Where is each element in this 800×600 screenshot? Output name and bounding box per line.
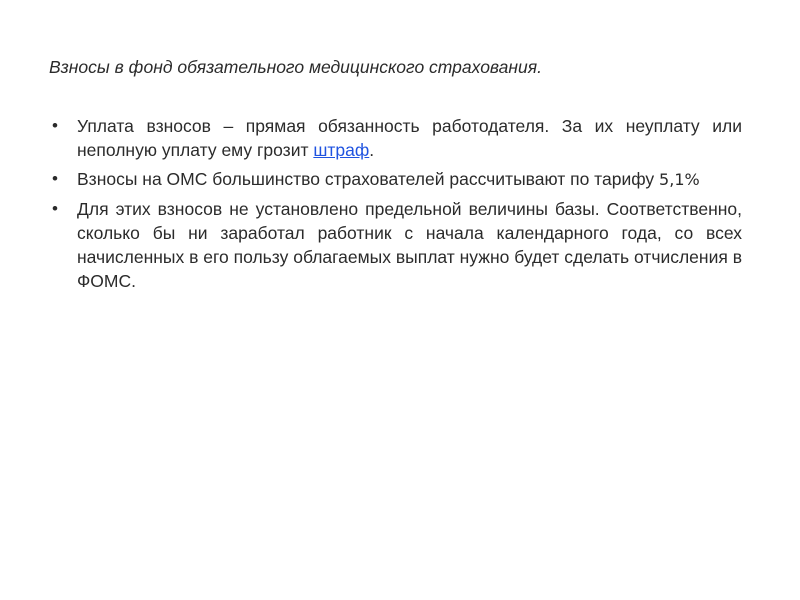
bullet-text-end: .: [369, 140, 375, 160]
bullet-text: Взносы на ОМС большинство страхователей рассчитывают по тарифу: [77, 169, 660, 189]
tariff-rate: 5,1%: [659, 170, 700, 189]
bullet-marker-icon: •: [52, 116, 58, 135]
slide-title: Взносы в фонд обязательного медицинского страхования.: [49, 57, 542, 77]
bullet-text: Для этих взносов не установлено предельной величины базы. Соответственно, сколько бы ни заработал работник с начала календарного года, со всех начисленных в его пользу облагаемых выплат нужно будет сделать отчисления в ФОМС.: [77, 199, 742, 291]
bullet-list: [52, 114, 742, 298]
bullet-item-tariff: [52, 167, 742, 192]
bullet-text: Уплата взносов – прямая обязанность работодателя. За их неуплату или неполную уплату ему грозит: [77, 116, 742, 160]
bullet-marker-icon: •: [52, 199, 58, 218]
fine-link[interactable]: штраф: [313, 140, 370, 160]
bullet-item-payment-obligation: [52, 114, 742, 162]
bullet-marker-icon: •: [52, 169, 58, 188]
bullet-item-no-base-limit: [52, 197, 742, 293]
